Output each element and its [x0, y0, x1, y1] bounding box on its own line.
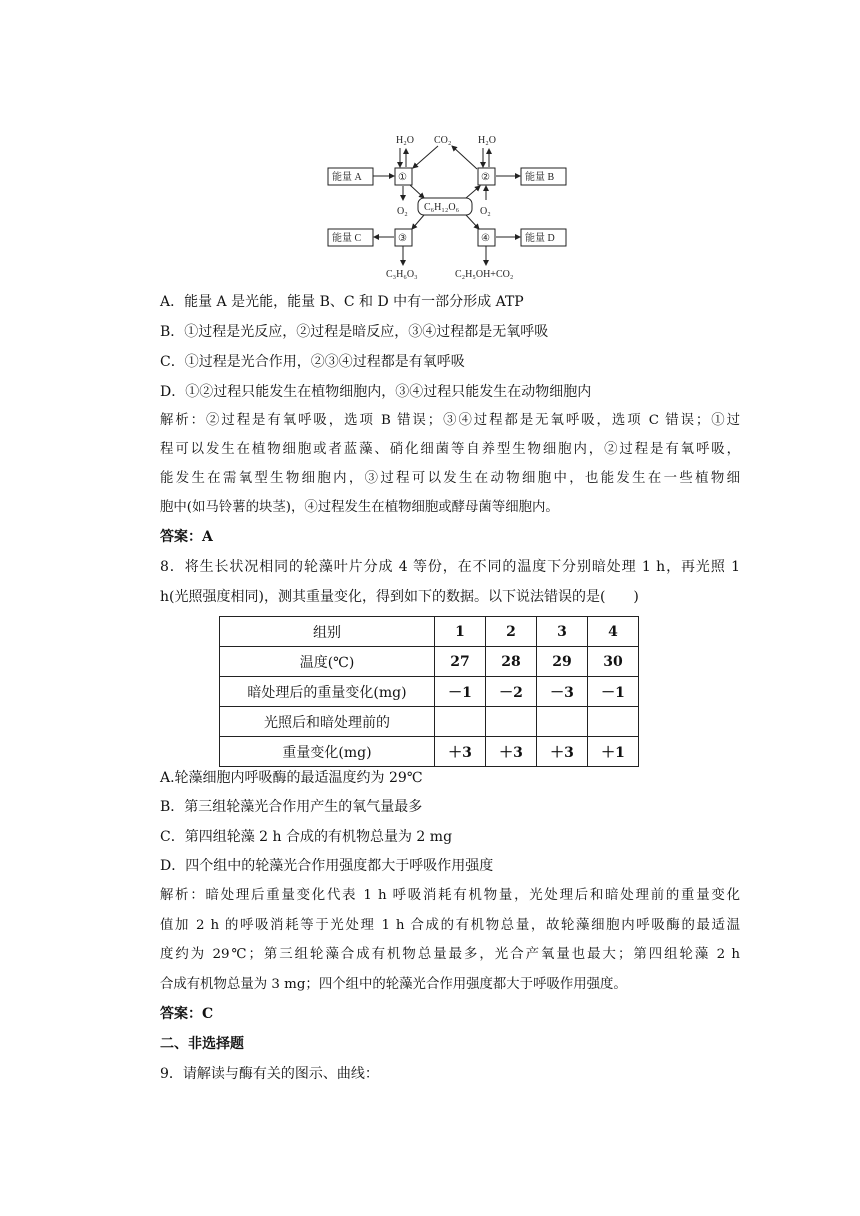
table-cell	[537, 707, 588, 737]
metabolism-diagram-svg	[320, 128, 570, 284]
q8-stem-line: h(光照强度相同)，测其重量变化，得到如下的数据。以下说法错误的是( )	[160, 589, 639, 605]
table-cell: 4	[588, 617, 639, 647]
table-row	[220, 737, 639, 767]
metabolism-diagram	[320, 128, 570, 284]
q8-data-table	[219, 616, 639, 767]
q7-option-b: B．①过程是光反应，②过程是暗反应，③④过程都是无氧呼吸	[160, 324, 549, 340]
row-label-group: 组别	[220, 617, 435, 647]
q8-stem-line: 8．将生长状况相同的轮藻叶片分成 4 等份，在不同的温度下分别暗处理 1 h，再光照 1	[160, 559, 740, 575]
table-cell: ＋3	[486, 737, 537, 767]
o2-right-label: O₂	[480, 206, 491, 217]
q7-analysis-line: 能发生在需氧型生物细胞内，③过程可以发生在动物细胞中，也能发生在一些植物细	[160, 471, 740, 486]
table-cell: 27	[435, 647, 486, 677]
q7-option-a: A．能量 A 是光能，能量 B、C 和 D 中有一部分形成 ATP	[160, 294, 524, 310]
diagram-h2o-right: H₂O	[478, 135, 496, 146]
q8-option-b: B．第三组轮藻光合作用产生的氧气量最多	[160, 799, 423, 815]
table-row	[220, 617, 639, 647]
q8-option-a: A.轮藻细胞内呼吸酶的最适温度约为 29℃	[160, 770, 423, 786]
table-row	[220, 707, 639, 737]
q7-option-d: D．①②过程只能发生在植物细胞内，③④过程只能发生在动物细胞内	[160, 384, 592, 400]
process-1-label: ①	[398, 172, 407, 183]
q8-analysis-line: 值加 2 h 的呼吸消耗等于光处理 1 h 合成的有机物总量，故轮藻细胞内呼吸酶的最适温	[160, 918, 740, 933]
q8-option-d: D．四个组中的轮藻光合作用强度都大于呼吸作用强度	[160, 858, 494, 874]
section-heading: 二、非选择题	[160, 1036, 244, 1052]
table-row	[220, 677, 639, 707]
q7-answer: 答案：A	[160, 529, 213, 545]
table-cell	[435, 707, 486, 737]
q8-answer: 答案：C	[160, 1006, 214, 1022]
table-cell: 2	[486, 617, 537, 647]
table-cell: －3	[537, 677, 588, 707]
table-cell: ＋3	[435, 737, 486, 767]
process-3-label: ③	[398, 233, 407, 244]
row-label-light-1: 光照后和暗处理前的	[220, 707, 435, 737]
q8-option-c: C．第四组轮藻 2 h 合成的有机物总量为 2 mg	[160, 829, 453, 845]
table-cell: 29	[537, 647, 588, 677]
energy-b-label: 能量 B	[525, 172, 555, 183]
table-cell: 28	[486, 647, 537, 677]
q7-analysis-line: 胞中(如马铃薯的块茎)，④过程发生在植物细胞或酵母菌等细胞内。	[160, 500, 559, 515]
diagram-co2: CO₂	[434, 135, 452, 146]
table-row	[220, 647, 639, 677]
table-cell: ＋3	[537, 737, 588, 767]
table-cell: －1	[588, 677, 639, 707]
glucose-label: C₆H₁₂O₆	[424, 202, 460, 213]
row-label-light-2: 重量变化(mg)	[220, 737, 435, 767]
table-cell: －2	[486, 677, 537, 707]
row-label-temp: 温度(℃)	[220, 647, 435, 677]
row-label-dark: 暗处理后的重量变化(mg)	[220, 677, 435, 707]
q7-option-c: C．①过程是光合作用，②③④过程都是有氧呼吸	[160, 354, 465, 370]
process-2-label: ②	[481, 172, 490, 183]
table-cell: 30	[588, 647, 639, 677]
q8-analysis-line: 解析：暗处理后重量变化代表 1 h 呼吸消耗有机物量，光处理后和暗处理前的重量变化	[160, 888, 740, 903]
energy-c-label: 能量 C	[332, 233, 362, 244]
q8-analysis-line: 度约为 29℃；第三组轮藻合成有机物总量最多，光合产氧量也最大；第四组轮藻 2 h	[160, 947, 740, 962]
table-cell: 3	[537, 617, 588, 647]
diagram-h2o-left: H₂O	[396, 135, 414, 146]
table-cell: －1	[435, 677, 486, 707]
table-cell: 1	[435, 617, 486, 647]
q7-analysis-line: 程可以发生在植物细胞或者蓝藻、硝化细菌等自养型生物细胞内，②过程是有氧呼吸，	[160, 442, 740, 457]
q9-stem: 9．请解读与酶有关的图示、曲线：	[160, 1066, 379, 1082]
q8-analysis-line: 合成有机物总量为 3 mg；四个组中的轮藻光合作用强度都大于呼吸作用强度。	[160, 977, 627, 992]
process-4-label: ④	[481, 233, 490, 244]
product-3-label: C₃H₆O₃	[386, 269, 418, 280]
table-cell: ＋1	[588, 737, 639, 767]
energy-a-label: 能量 A	[332, 172, 362, 183]
o2-left-label: O₂	[397, 206, 408, 217]
table-cell	[486, 707, 537, 737]
product-4-label: C₂H₅OH+CO₂	[455, 269, 514, 280]
table-cell	[588, 707, 639, 737]
q7-analysis-line: 解析：②过程是有氧呼吸，选项 B 错误；③④过程都是无氧呼吸，选项 C 错误；①过	[160, 413, 740, 428]
energy-d-label: 能量 D	[525, 233, 555, 244]
